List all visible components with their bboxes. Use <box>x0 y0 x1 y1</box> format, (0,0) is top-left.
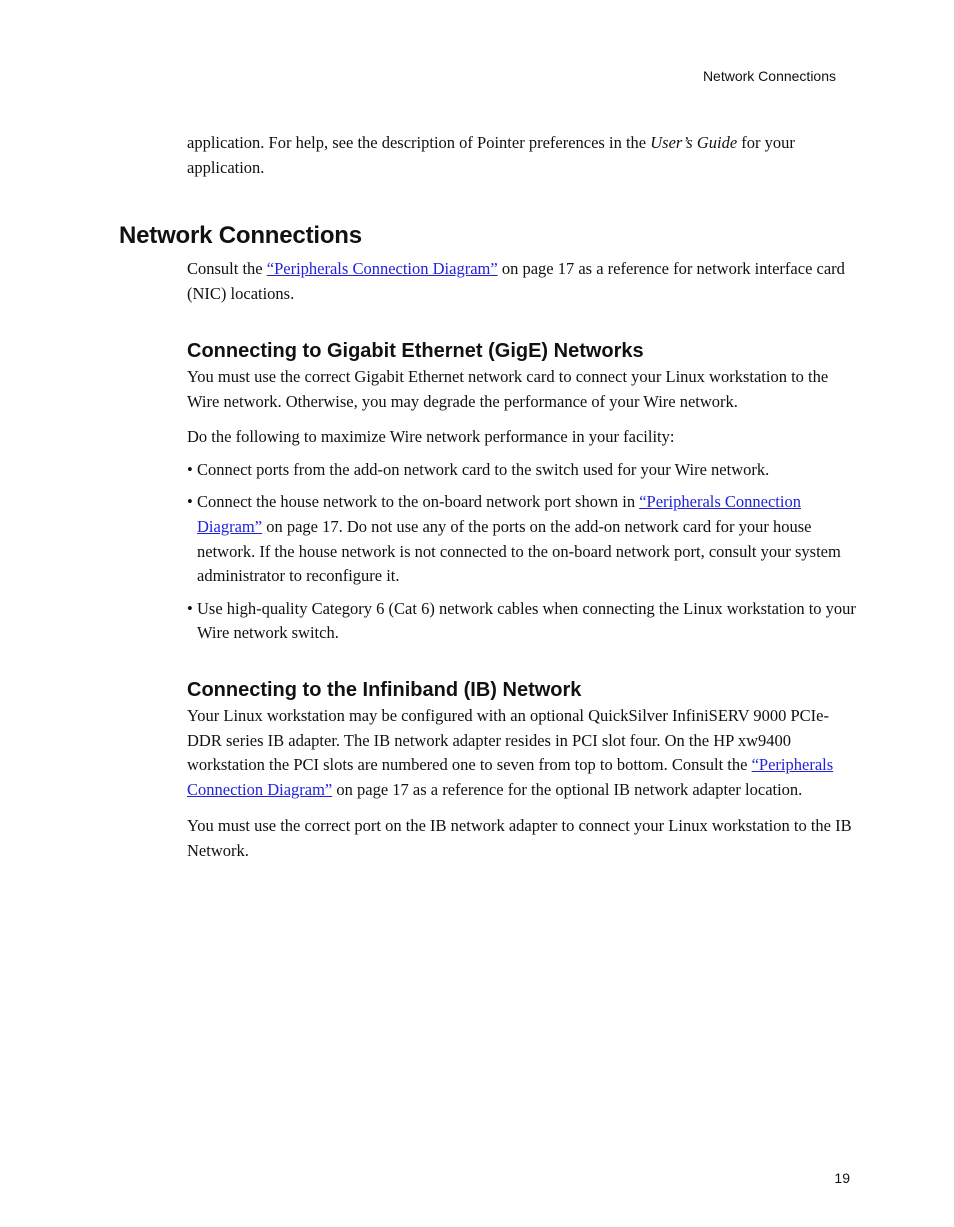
intro-paragraph: application. For help, see the description of Pointer preferences in the User’s Guide for your application. <box>187 133 795 177</box>
bullet-glyph: • <box>187 460 193 480</box>
users-guide-title: User’s Guide <box>650 133 738 152</box>
ib-paragraph-1: Your Linux workstation may be configured with an optional QuickSilver InfiniSERV 9000 PCIe-DDR series IB adapter. The IB network adapter resides in PCI slot four. On the HP xw9400 workstation the PCI slots are numbered one to seven from top to bottom. Consult the “Peripherals Connection Diagram” on page 17 as a reference for the optional IB network adapter location. <box>187 706 834 800</box>
running-header: Network Connections <box>702 68 836 84</box>
gige-paragraph-1: You must use the correct Gigabit Ethernet network card to connect your Linux workstation to the Wire network. Otherwise, you may degrade the performance of your Wire network. <box>187 367 829 411</box>
ib-content <box>187 704 859 863</box>
section-title: Network Connections <box>119 222 362 249</box>
ib-subsection-title: Connecting to the Infiniband (IB) Network <box>187 679 582 701</box>
peripherals-diagram-link[interactable]: “Peripherals Connection Diagram” <box>187 755 834 800</box>
gige-bullet-list <box>187 458 859 646</box>
peripherals-diagram-link[interactable]: “Peripherals Connection Diagram” <box>266 259 498 278</box>
gige-content <box>187 365 859 654</box>
bullet-glyph: • <box>187 492 193 512</box>
network-connections-paragraph: Consult the “Peripherals Connection Diagram” on page 17 as a reference for network interface card (NIC) locations. <box>187 259 845 303</box>
peripherals-diagram-link[interactable]: “Peripherals Connection Diagram” <box>197 492 801 537</box>
gige-paragraph-2: Do the following to maximize Wire network performance in your facility: <box>187 427 675 447</box>
page-number: 19 <box>834 1170 850 1186</box>
list-item: • Connect ports from the add-on network card to the switch used for your Wire network. <box>187 458 859 483</box>
bullet-glyph: • <box>187 598 193 618</box>
list-item: • Connect the house network to the on-board network port shown in “Peripherals Connection Diagram” on page 17. Do not use any of the ports on the add-on network card for your house network. If the house network is not connected to the on-board network port, consult your system administrator to reconfigure it. <box>187 492 841 586</box>
gige-subsection-title: Connecting to Gigabit Ethernet (GigE) Networks <box>187 340 644 362</box>
list-item: • Use high-quality Category 6 (Cat 6) network cables when connecting the Linux workstation to your Wire network switch. <box>187 598 856 643</box>
ib-paragraph-2: You must use the correct port on the IB network adapter to connect your Linux workstation to the IB Network. <box>187 815 852 860</box>
